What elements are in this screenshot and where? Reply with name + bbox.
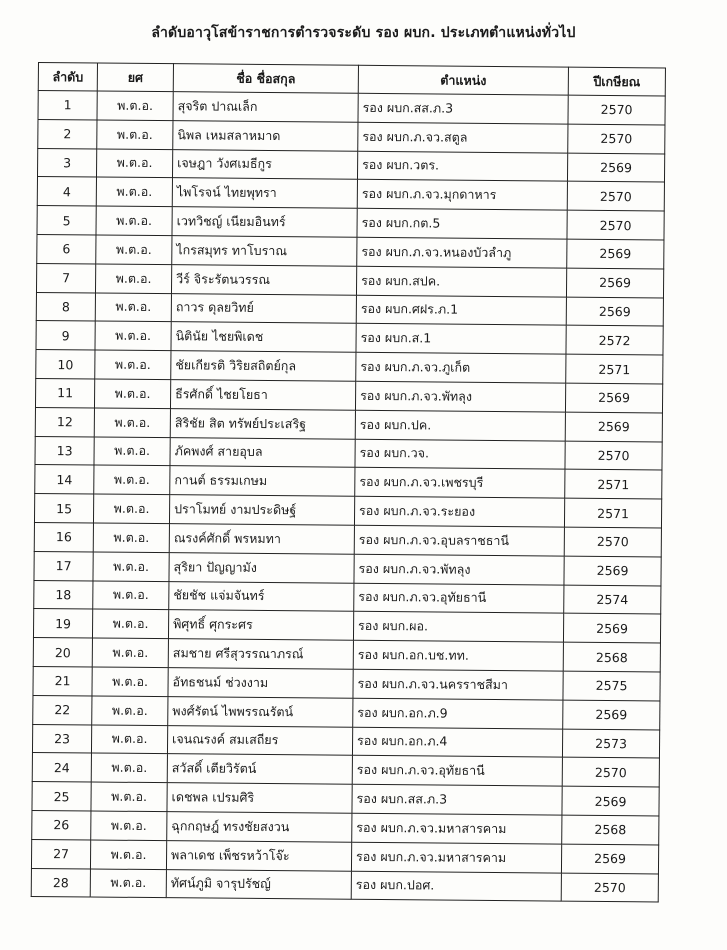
cell-position: รอง ผบก.ภ.จว.มหาสารคาม [351,842,561,873]
table-row [31,868,658,902]
cell-rank: พ.ต.อ. [93,523,169,552]
cell-retirement-year: 2574 [564,585,661,615]
cell-rank: พ.ต.อ. [93,552,169,581]
cell-order: 22 [33,695,92,724]
cell-retirement-year: 2572 [566,325,663,355]
cell-order: 14 [35,465,94,494]
cell-order: 10 [36,350,95,379]
cell-rank: พ.ต.อ. [94,408,170,437]
cell-position: รอง ผบก.ภ.จว.สตูล [358,122,568,153]
cell-rank: พ.ต.อ. [95,321,171,350]
cell-rank: พ.ต.อ. [95,264,171,293]
document-title: ลำดับอาวุโสข้าราชการตำรวจระดับ รอง ผบก. ประเภทตำแหน่งทั่วไป [151,25,576,41]
cell-rank: พ.ต.อ. [92,667,168,696]
cell-position: รอง ผบก.ภ.จว.หนองบัวลำภู [357,237,567,268]
cell-order: 8 [36,292,95,321]
column-header-retirement-year: ปีเกษียณ [568,67,665,96]
cell-order: 26 [32,810,91,839]
cell-name: ถาวร ดุลยวิทย์ [171,293,356,323]
cell-retirement-year: 2570 [568,124,665,154]
cell-name: เดชพล เปรมศิริ [167,783,352,813]
column-header-order: ลำดับ [38,63,97,92]
cell-rank: พ.ต.อ. [93,494,169,523]
cell-retirement-year: 2569 [566,268,663,298]
cell-retirement-year: 2569 [561,844,658,874]
cell-rank: พ.ต.อ. [96,149,172,178]
cell-rank: พ.ต.อ. [95,350,171,379]
cell-name: สวัสดิ์ เตียวิรัตน์ [167,754,352,784]
cell-position: รอง ผบก.วจ. [355,439,565,470]
cell-retirement-year: 2569 [563,700,660,730]
column-header-rank: ยศ [97,63,173,92]
cell-rank: พ.ต.อ. [92,696,168,725]
cell-order: 5 [37,206,96,235]
cell-rank: พ.ต.อ. [92,638,168,667]
cell-name: อัทธชนม์ ช่วงงาม [168,668,353,698]
cell-retirement-year: 2568 [562,815,659,845]
cell-name: กานต์ ธรรมเกษม [170,466,355,496]
cell-name: ชัยชัช แจ่มจันทร์ [169,581,354,611]
cell-order: 7 [36,263,95,292]
cell-order: 2 [38,119,97,148]
column-header-position: ตำแหน่ง [358,65,568,95]
cell-rank: พ.ต.อ. [92,609,168,638]
cell-position: รอง ผบก.วตร. [357,151,567,182]
cell-order: 13 [35,436,94,465]
cell-rank: พ.ต.อ. [95,293,171,322]
cell-retirement-year: 2570 [562,757,659,787]
cell-order: 24 [32,753,91,782]
cell-order: 21 [33,666,92,695]
cell-name: สุริยา ปัญญามัง [169,552,354,582]
cell-position: รอง ผบก.กต.5 [357,208,567,239]
cell-position: รอง ผบก.อก.บช.ทท. [353,640,563,671]
cell-retirement-year: 2570 [561,873,658,903]
cell-position: รอง ผบก.อก.ภ.9 [353,698,563,729]
cell-retirement-year: 2570 [567,210,664,240]
cell-position: รอง ผบก.สส.ภ.3 [358,93,568,124]
cell-name: นิตินัย ไชยพิเดช [171,322,356,352]
cell-name: พิศุทธิ์ ศุกระศร [168,610,353,640]
cell-name: ฉุกกฤษฎ์ ทรงชัยสงวน [167,812,352,842]
cell-order: 16 [34,522,93,551]
cell-retirement-year: 2569 [567,239,664,269]
cell-order: 17 [34,551,93,580]
cell-position: รอง ผบก.ภ.จว.ภูเก็ต [356,352,566,383]
cell-retirement-year: 2570 [568,95,665,125]
cell-name: ไพโรจน์ ไทยพุทรา [172,178,357,208]
cell-order: 23 [32,724,91,753]
cell-name: สิริชัย สิต ทรัพย์ประเสริฐ [170,408,355,438]
cell-rank: พ.ต.อ. [91,811,167,840]
cell-rank: พ.ต.อ. [91,782,167,811]
cell-name: ทัศน์ภูมิ จารุปรัชญ์ [166,869,351,899]
cell-rank: พ.ต.อ. [90,869,166,898]
cell-position: รอง ผบก.ศฝร.ภ.1 [356,295,566,326]
cell-position: รอง ผบก.ภ.จว.อุทัยธานี [354,583,564,614]
cell-order: 11 [35,378,94,407]
cell-retirement-year: 2569 [565,412,662,442]
cell-order: 25 [32,782,91,811]
column-header-name: ชื่อ ชื่อสกุล [173,64,358,94]
cell-rank: พ.ต.อ. [94,465,170,494]
cell-position: รอง ผบก.ภ.จว.อุทัยธานี [352,756,562,787]
cell-position: รอง ผบก.ผอ. [353,612,563,643]
cell-rank: พ.ต.อ. [93,581,169,610]
cell-retirement-year: 2573 [562,729,659,759]
cell-order: 20 [33,638,92,667]
cell-retirement-year: 2571 [566,354,663,384]
cell-name: พลาเดช เพ็ชรหว้าโจ๊ะ [166,840,351,870]
cell-position: รอง ผบก.ภ.จว.ระยอง [354,496,564,527]
cell-retirement-year: 2570 [565,441,662,471]
cell-name: ณรงค์ศักดิ์ พรหมทา [169,524,354,554]
cell-name: วีร์ จิระรัตนวรรณ [171,264,356,294]
cell-rank: พ.ต.อ. [96,206,172,235]
cell-position: รอง ผบก.ภ.จว.อุบลราชธานี [354,525,564,556]
cell-position: รอง ผบก.ปค. [355,410,565,441]
cell-order: 3 [37,148,96,177]
cell-name: สมชาย ศรีสุวรรณาภรณ์ [168,639,353,669]
cell-retirement-year: 2571 [565,469,662,499]
cell-order: 9 [36,321,95,350]
cell-order: 27 [31,839,90,868]
seniority-table [31,62,666,903]
cell-order: 6 [37,234,96,263]
cell-retirement-year: 2575 [563,671,660,701]
cell-rank: พ.ต.อ. [96,177,172,206]
cell-name: ธีรศักดิ์ ไชยโยธา [170,380,355,410]
cell-position: รอง ผบก.ส.1 [356,324,566,355]
cell-order: 28 [31,868,90,897]
cell-name: สุจริต ปาณเล็ก [173,92,358,122]
cell-position: รอง ผบก.ภ.จว.พัทลุง [355,381,565,412]
cell-name: ชัยเกียรติ วิริยสถิตย์กุล [171,351,356,381]
cell-order: 19 [33,609,92,638]
cell-position: รอง ผบก.สปค. [356,266,566,297]
cell-name: ไกรสมุทร ทาโบราณ [172,236,357,266]
cell-rank: พ.ต.อ. [90,840,166,869]
cell-rank: พ.ต.อ. [97,91,173,120]
cell-retirement-year: 2571 [564,498,661,528]
cell-position: รอง ผบก.อก.ภ.4 [352,727,562,758]
cell-rank: พ.ต.อ. [94,437,170,466]
cell-retirement-year: 2570 [564,527,661,557]
cell-rank: พ.ต.อ. [97,120,173,149]
cell-position: รอง ผบก.ภ.จว.มหาสารคาม [352,813,562,844]
cell-order: 1 [38,91,97,120]
cell-name: ภัคพงศ์ สายอุบล [170,437,355,467]
cell-retirement-year: 2570 [567,182,664,212]
cell-position: รอง ผบก.ภ.จว.เพชรบุรี [355,468,565,499]
cell-position: รอง ผบก.ปอศ. [351,871,561,902]
cell-retirement-year: 2569 [567,153,664,183]
cell-retirement-year: 2569 [564,556,661,586]
cell-order: 4 [37,177,96,206]
cell-name: เจษฎา วังศเมธีกูร [172,149,357,179]
cell-position: รอง ผบก.ภ.จว.นครราชสีมา [353,669,563,700]
cell-rank: พ.ต.อ. [94,379,170,408]
cell-position: รอง ผบก.ภ.จว.มุกดาหาร [357,180,567,211]
cell-name: นิพล เหมสลาหมาด [173,120,358,150]
table-body [31,91,665,903]
cell-rank: พ.ต.อ. [96,235,172,264]
cell-position: รอง ผบก.ภ.จว.พัทลุง [354,554,564,585]
cell-rank: พ.ต.อ. [91,725,167,754]
cell-order: 12 [35,407,94,436]
cell-position: รอง ผบก.สส.ภ.3 [352,784,562,815]
cell-rank: พ.ต.อ. [91,753,167,782]
cell-retirement-year: 2569 [565,383,662,413]
cell-name: เวทวิชญ์ เนียมอินทร์ [172,207,357,237]
cell-retirement-year: 2569 [563,613,660,643]
cell-order: 18 [34,580,93,609]
cell-name: เจนณรงค์ สมเสถียร [167,725,352,755]
cell-retirement-year: 2569 [562,786,659,816]
cell-retirement-year: 2568 [563,642,660,672]
cell-order: 15 [34,494,93,523]
cell-name: ปราโมทย์ งามประดิษฐ์ [169,495,354,525]
cell-name: พงศ์รัตน์ ไพพรรณรัตน์ [168,696,353,726]
cell-retirement-year: 2569 [566,297,663,327]
